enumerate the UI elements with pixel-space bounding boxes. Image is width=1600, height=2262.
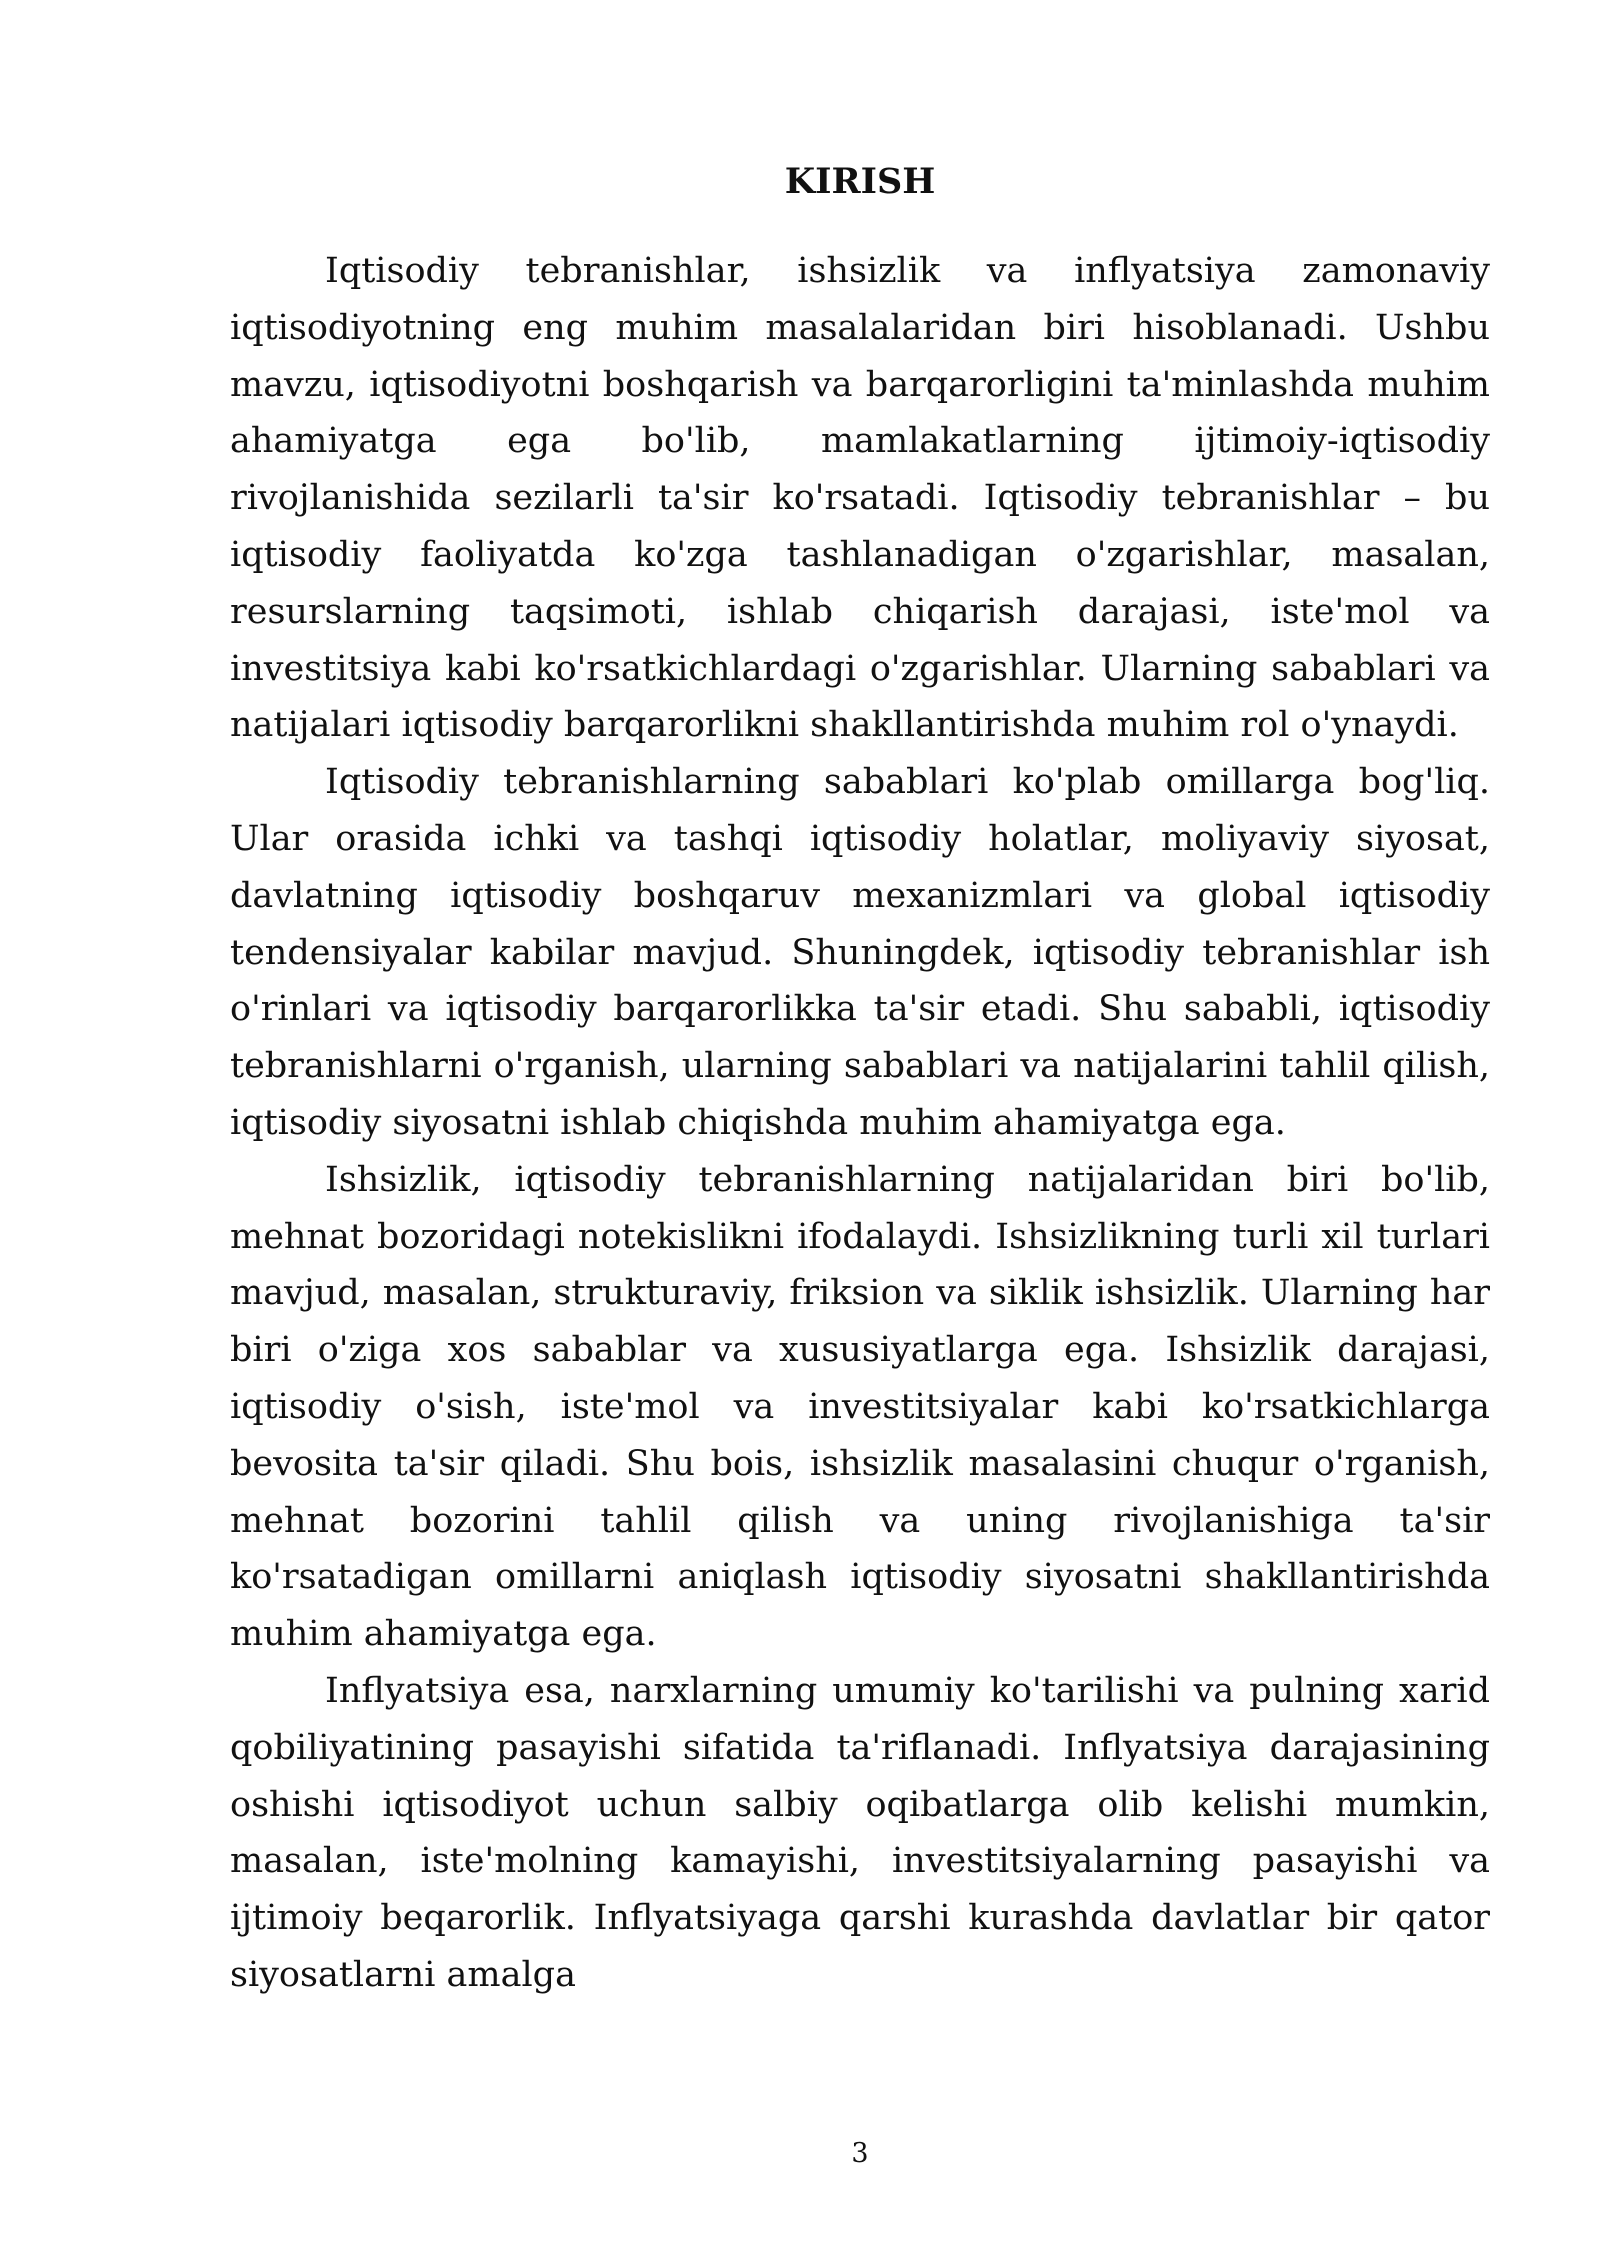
paragraph-1: Iqtisodiy tebranishlar, ishsizlik va inflyatsiya zamonaviy iqtisodiyotning eng muhim masalalaridan biri hisoblanadi. Ushbu mavzu, iqtisodiyotni boshqarish va barqarorligini ta'minlashda muhim ahamiyatga ega bo'lib, mamlakatlarning ijtimoiy-iqtisodiy rivojlanishida sezilarli ta'sir ko'rsatadi. Iqtisodiy tebranishlar – bu iqtisodiy faoliyatda ko'zga tashlanadigan o'zgarishlar, masalan, resurslarning taqsimoti, ishlab chiqarish darajasi, iste'mol va investitsiya kabi ko'rsatkichlardagi o'zgarishlar. Ularning sabablari va natijalari iqtisodiy barqarorlikni shakllantirishda muhim rol o'ynaydi.: [230, 251, 1490, 746]
paragraph-2: Iqtisodiy tebranishlarning sabablari ko'plab omillarga bog'liq. Ular orasida ichki va tashqi iqtisodiy holatlar, moliyaviy siyosat, davlatning iqtisodiy boshqaruv mexanizmlari va global iqtisodiy tendensiyalar kabilar mavjud. Shuningdek, iqtisodiy tebranishlar ish o'rinlari va iqtisodiy barqarorlikka ta'sir etadi. Shu sababli, iqtisodiy tebranishlarni o'rganish, ularning sabablari va natijalarini tahlil qilish, iqtisodiy siyosatni ishlab chiqishda muhim ahamiyatga ega.: [230, 762, 1490, 1143]
body-text: [230, 243, 1490, 2004]
page-number: 3: [851, 2138, 869, 2169]
page-title: KIRISH: [784, 161, 936, 202]
paragraph-4: Inflyatsiya esa, narxlarning umumiy ko'tarilishi va pulning xarid qobiliyatining pasayishi sifatida ta'riflanadi. Inflyatsiya darajasining oshishi iqtisodiyot uchun salbiy oqibatlarga olib kelishi mumkin, masalan, iste'molning kamayishi, investitsiyalarning pasayishi va ijtimoiy beqarorlik. Inflyatsiyaga qarshi kurashda davlatlar bir qator siyosatlarni amalga: [230, 1670, 1490, 1995]
paragraph-3: Ishsizlik, iqtisodiy tebranishlarning natijalaridan biri bo'lib, mehnat bozoridagi notekislikni ifodalaydi. Ishsizlikning turli xil turlari mavjud, masalan, strukturaviy, friksion va siklik ishsizlik. Ularning har biri o'ziga xos sabablar va xususiyatlarga ega. Ishsizlik darajasi, iqtisodiy o'sish, iste'mol va investitsiyalar kabi ko'rsatkichlarga bevosita ta'sir qiladi. Shu bois, ishsizlik masalasini chuqur o'rganish, mehnat bozorini tahlil qilish va uning rivojlanishiga ta'sir ko'rsatadigan omillarni aniqlash iqtisodiy siyosatni shakllantirishda muhim ahamiyatga ega.: [230, 1159, 1490, 1655]
